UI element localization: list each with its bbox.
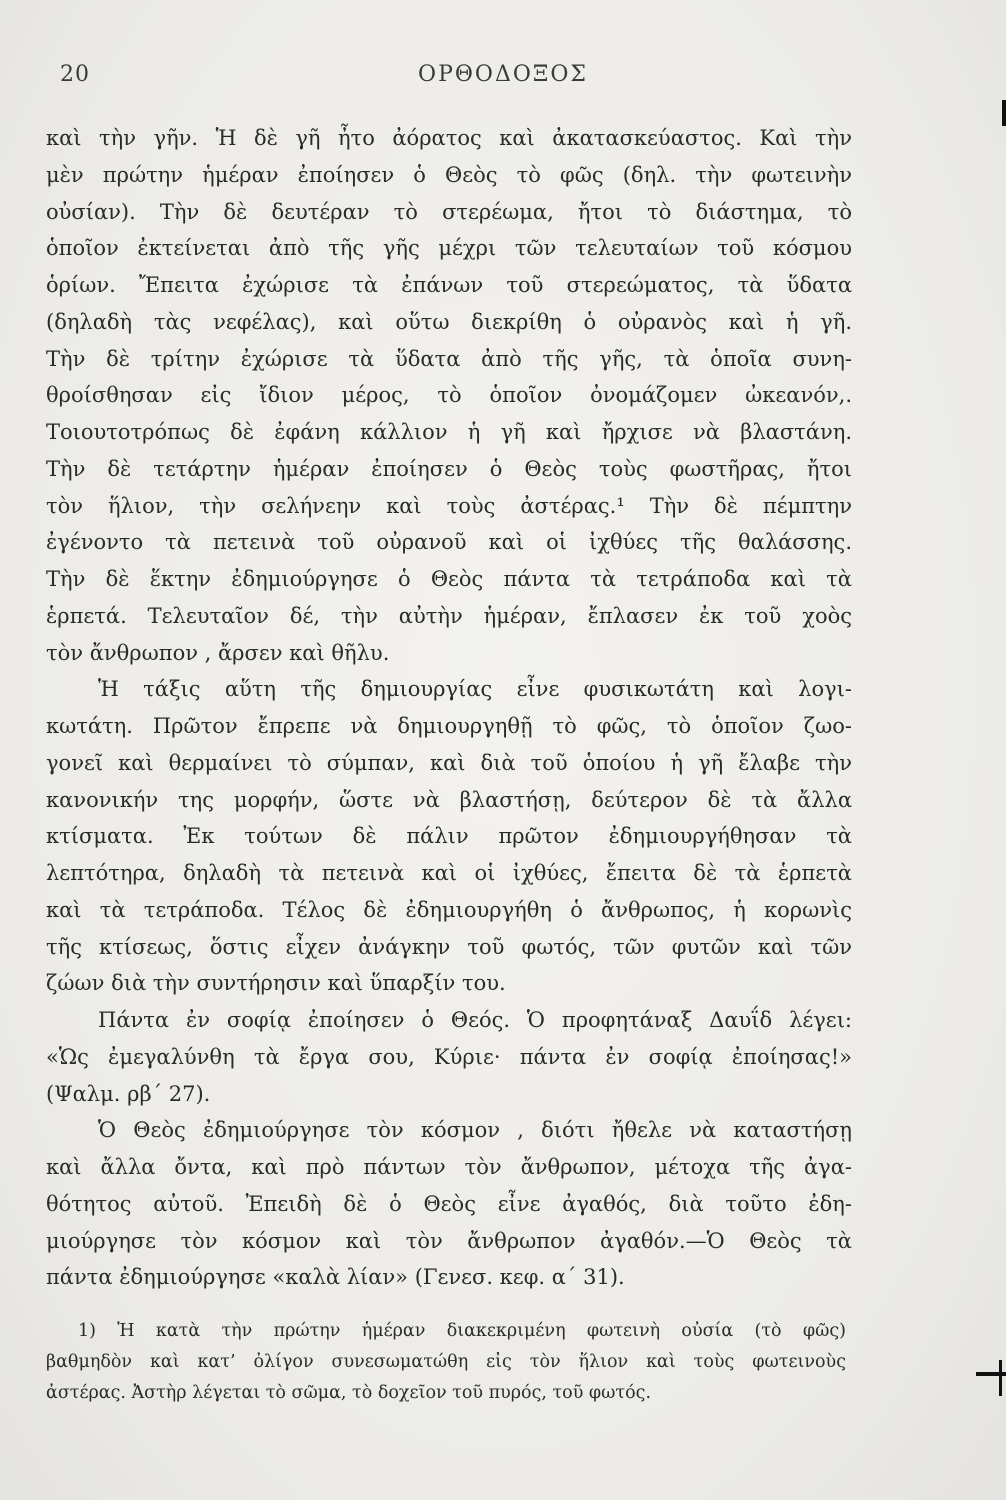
footnote-line: ἀστέρας. Ἀστὴρ λέγεται τὸ σῶμα, τὸ δοχεῖον τοῦ πυρός, τοῦ φωτός. [46,1383,652,1403]
text-line: οὐσίαν). Τὴν δὲ δευτέραν τὸ στερέωμα, ἤτοι τὸ διάστημα, τὸ [46,199,852,224]
footnote [46,1316,846,1409]
text-line: λεπτότηρα, δηλαδὴ τὰ πετεινὰ καὶ οἱ ἰχθύες, ἔπειτα δὲ τὰ ἑρπετὰ [46,861,852,885]
text-line: καὶ τὰ τετράποδα. Τέλος δὲ ἐδημιουργήθη ὁ ἄνθρωπος, ἡ κορωνὶς [46,897,852,922]
text-line: ἑρπετά. Τελευταῖον δέ, τὴν αὐτὴν ἡμέραν, ἔπλασεν ἐκ τοῦ χοὸς [46,603,852,628]
text-line: «Ὡς ἐμεγαλύνθη τὰ ἔργα σου, Κύριε· πάντα ἐν σοφίᾳ ἐποίησας!» [46,1044,852,1069]
text-line: Τὴν δὲ ἕκτην ἐδημιούργησε ὁ Θεὸς πάντα τὰ τετράποδα καὶ τὰ [46,567,852,591]
text-line: μιούργησε τὸν κόσμον καὶ τὸν ἄνθρωπον ἀγαθόν.—Ὁ Θεὸς τὰ [46,1228,852,1253]
page-number: 20 [60,62,90,87]
text-line: Πάντα ἐν σοφίᾳ ἐποίησεν ὁ Θεός. Ὁ προφητάναξ Δαυΐδ λέγει: [98,1008,852,1032]
running-title: ΟΡΘΟΔΟΞΟΣ [418,62,588,87]
text-line: τὸν ἥλιον, τὴν σελήνεην καὶ τοὺς ἀστέρας.¹ Τὴν δὲ πέμπτην [46,493,852,518]
page-edge-mark [1002,100,1006,126]
text-line: ζώων διὰ τὴν συντήρησιν καὶ ὕπαρξίν του. [46,971,506,996]
text-line: θότητος αὐτοῦ. Ἐπειδὴ δὲ ὁ Θεὸς εἶνε ἀγαθός, διὰ τοῦτο ἐδη- [46,1191,852,1216]
page-edge-mark [999,1360,1002,1396]
text-line: Τὴν δὲ τρίτην ἐχώρισε τὰ ὕδατα ἀπὸ τῆς γῆς, τὰ ὁποῖα συνη- [46,346,852,371]
main-text [46,120,852,1296]
page-header [0,62,1006,92]
text-line: μὲν πρώτην ἡμέραν ἐποίησεν ὁ Θεὸς τὸ φῶς (δηλ. τὴν φωτεινὴν [46,162,852,187]
text-line: ὁποῖον ἐκτείνεται ἀπὸ τῆς γῆς μέχρι τῶν τελευταίων τοῦ κόσμου [46,236,852,261]
text-line: καὶ ἄλλα ὄντα, καὶ πρὸ πάντων τὸν ἄνθρωπον, μέτοχα τῆς ἀγα- [46,1155,852,1179]
footnote-line: βαθμηδὸν καὶ κατ’ ὀλίγον συνεσωματώθη εἰς τὸν ἥλιον καὶ τοὺς φωτεινοὺς [46,1352,846,1372]
text-line: ὁρίων. Ἔπειτα ἐχώρισε τὰ ἐπάνων τοῦ στερεώματος, τὰ ὕδατα [46,273,852,297]
text-line: καὶ τὴν γῆν. Ἡ δὲ γῆ ἦτο ἀόρατος καὶ ἀκατασκεύαστος. Καὶ τὴν [46,126,852,150]
text-line: θροίσθησαν εἰς ἴδιον μέρος, τὸ ὁποῖον ὀνομάζομεν ὠκεανόν,. [46,383,852,408]
text-line: τὸν ἄνθρωπον , ἄρσεν καὶ θῆλυ. [46,640,390,665]
text-line: Ὁ Θεὸς ἐδημιούργησε τὸν κόσμον , διότι ἤθελε νὰ καταστήσῃ [98,1118,852,1143]
text-line: Ἡ τάξις αὕτη τῆς δημιουργίας εἶνε φυσικωτάτη καὶ λογι- [98,677,852,702]
text-line: τῆς κτίσεως, ὅστις εἶχεν ἀνάγκην τοῦ φωτός, τῶν φυτῶν καὶ τῶν [46,934,852,959]
footnote-line: 1) Ἡ κατὰ τὴν πρώτην ἡμέραν διακεκριμένη φωτεινὴ οὐσία (τὸ φῶς) [78,1321,846,1341]
text-line: κανονικήν της μορφήν, ὥστε νὰ βλαστήσῃ, δεύτερον δὲ τὰ ἄλλα [46,787,852,812]
text-line: ἐγένοντο τὰ πετεινὰ τοῦ οὐρανοῦ καὶ οἱ ἰχθύες τῆς θαλάσσης. [46,530,852,555]
text-line: (δηλαδὴ τὰς νεφέλας), καὶ οὕτω διεκρίθη ὁ οὐρανὸς καὶ ἡ γῆ. [46,309,852,334]
text-line: κτίσματα. Ἐκ τούτων δὲ πάλιν πρῶτον ἐδημιουργήθησαν τὰ [46,824,852,849]
text-line: πάντα ἐδημιούργησε «καλὰ λίαν» (Γενεσ. κεφ. α΄ 31). [46,1265,625,1290]
text-line: Τοιουτοτρόπως δὲ ἐφάνη κάλλιον ἡ γῆ καὶ ἤρχισε νὰ βλαστάνη. [46,420,852,444]
text-line: γονεῖ καὶ θερμαίνει τὸ σύμπαν, καὶ διὰ τοῦ ὁποίου ἡ γῆ ἔλαβε τὴν [46,750,852,775]
text-line: κωτάτη. Πρῶτον ἔπρεπε νὰ δημιουργηθῇ τὸ φῶς, τὸ ὁποῖον ζωο- [46,714,852,738]
text-line: (Ψαλμ. ρβ΄ 27). [46,1081,211,1106]
text-line: Τὴν δὲ τετάρτην ἡμέραν ἐποίησεν ὁ Θεὸς τοὺς φωστῆρας, ἤτοι [46,456,852,481]
